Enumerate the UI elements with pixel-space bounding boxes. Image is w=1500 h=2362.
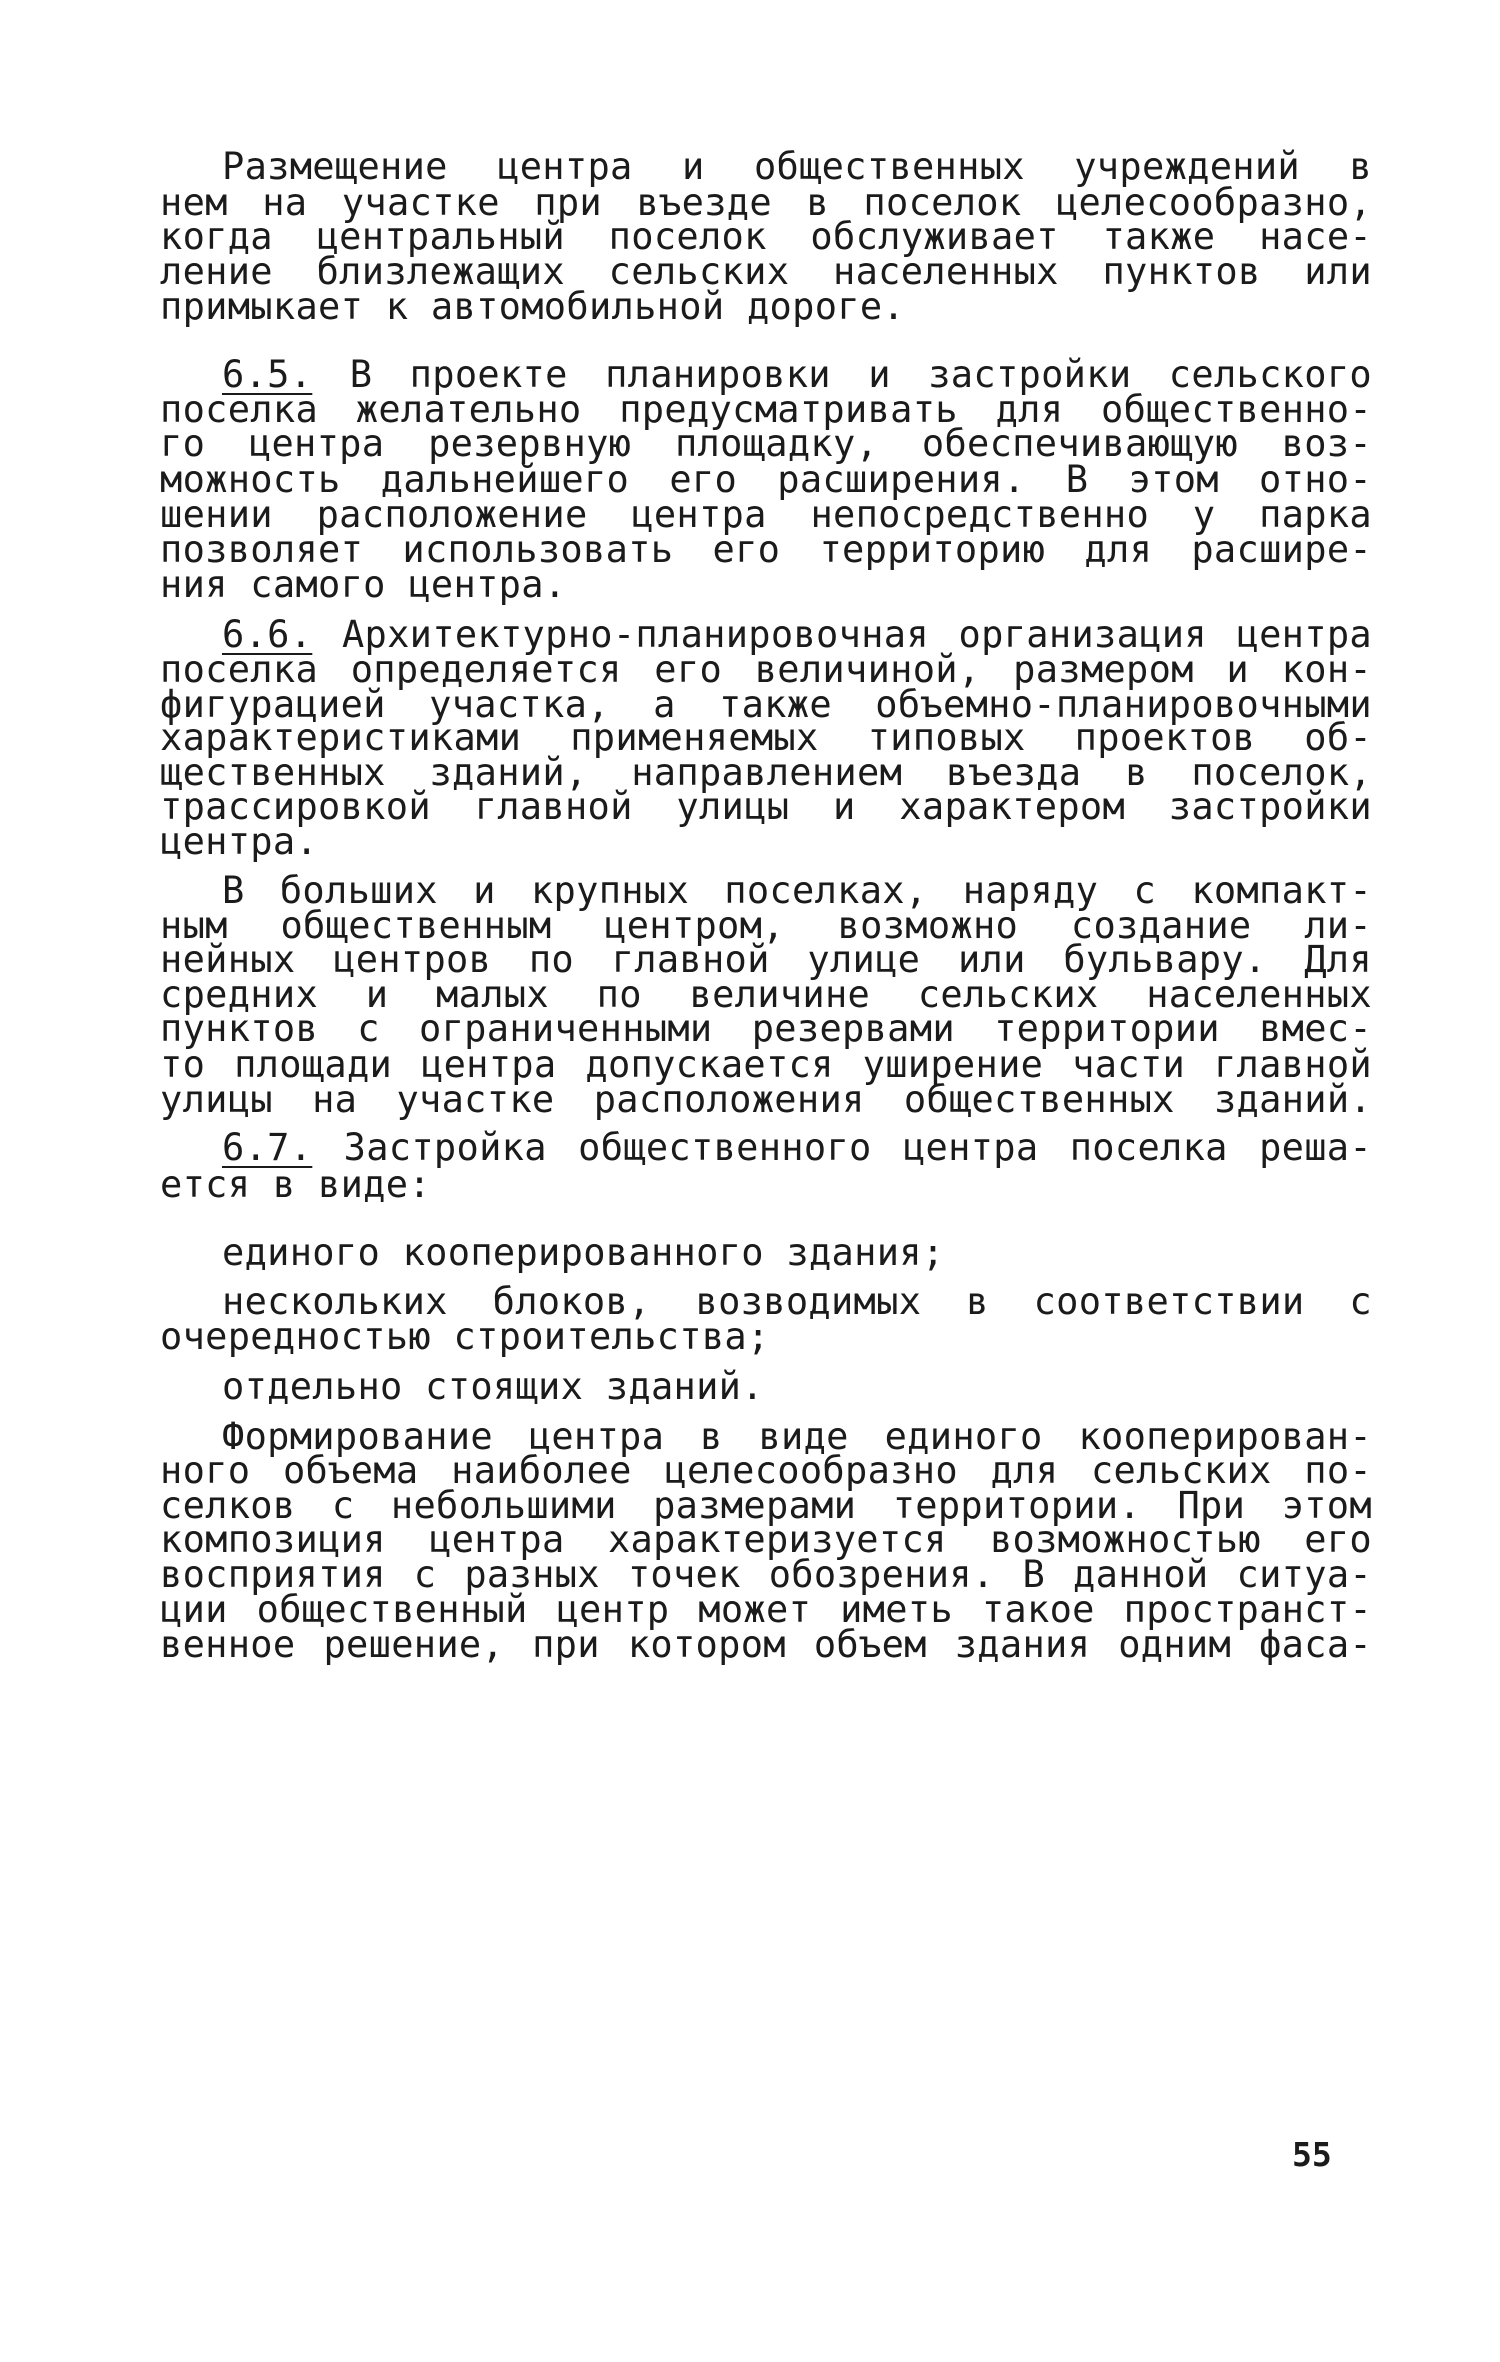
word: сельского	[1168, 353, 1372, 396]
word: в	[1349, 145, 1372, 188]
word: крупных	[530, 869, 690, 912]
word: его	[669, 458, 738, 501]
word: об-	[1304, 716, 1372, 759]
word: поселок	[863, 181, 1022, 224]
word: в	[806, 181, 829, 224]
word: а	[653, 683, 676, 726]
word: композиция	[160, 1518, 386, 1561]
word: предусматривать	[619, 388, 958, 431]
word: возможно	[837, 904, 1019, 947]
word: с	[331, 1484, 355, 1527]
text-line	[160, 1620, 1372, 1670]
word: то	[160, 1043, 206, 1086]
word: центром,	[604, 904, 785, 947]
word: планировки	[605, 353, 831, 396]
word: ли-	[1304, 904, 1372, 947]
word: площадку,	[674, 422, 879, 465]
word: резервами	[751, 1007, 955, 1050]
word: сельских	[608, 250, 790, 293]
word: объем	[813, 1623, 927, 1666]
word: учреждений	[1074, 145, 1300, 188]
word: въезде	[636, 181, 772, 224]
word: 6.6.	[222, 613, 313, 656]
word: блоков,	[492, 1280, 651, 1323]
word: ции	[160, 1588, 228, 1631]
word: для	[990, 1449, 1059, 1492]
word: В	[222, 869, 245, 912]
word: общественных	[753, 145, 1025, 188]
word: организация	[958, 613, 1207, 656]
word: компакт-	[1191, 869, 1372, 912]
word: венное	[160, 1623, 296, 1666]
word: объема	[282, 1449, 419, 1492]
word: общественным	[280, 904, 552, 947]
word: объемно-планировочными	[875, 683, 1372, 726]
word: может	[698, 1588, 812, 1631]
word: центра	[528, 1415, 665, 1458]
word: возможностью	[989, 1518, 1261, 1561]
word: поселок	[608, 215, 767, 258]
word: кон-	[1281, 648, 1372, 691]
word: проектов	[1074, 716, 1256, 759]
word: ного	[160, 1449, 251, 1492]
word: поселках,	[724, 869, 928, 912]
word: зданий.	[1213, 1078, 1372, 1121]
word: по	[528, 938, 574, 981]
word: ситуа-	[1236, 1553, 1372, 1596]
word: расположения	[593, 1078, 865, 1121]
word: пространст-	[1123, 1588, 1372, 1631]
word: размерами	[653, 1484, 857, 1527]
word: допускается	[585, 1043, 834, 1086]
word: его	[712, 528, 781, 571]
text-line: ния самого центра.	[160, 563, 567, 606]
word: При	[1177, 1484, 1246, 1527]
word: в	[966, 1280, 989, 1323]
word: центра	[902, 1126, 1039, 1169]
word: пунктов	[160, 1007, 319, 1050]
word: на	[312, 1078, 358, 1121]
word: с	[1133, 869, 1157, 912]
word: фигурацией	[160, 683, 386, 726]
word: поселка	[160, 388, 319, 431]
word: пунктов	[1102, 250, 1261, 293]
word: использовать	[402, 528, 674, 571]
word: центра	[1236, 613, 1372, 656]
word: в	[1125, 751, 1148, 794]
word: соответствии	[1033, 1280, 1305, 1323]
word: сельских	[917, 973, 1099, 1016]
word: обозрения.	[768, 1553, 995, 1596]
word: его	[1304, 1518, 1372, 1561]
word: населенных	[833, 250, 1059, 293]
word: 6.5.	[222, 353, 313, 396]
word: площади	[234, 1043, 393, 1086]
word: направлением	[631, 751, 903, 794]
word: кооперирован-	[1078, 1415, 1372, 1458]
word: такое	[981, 1588, 1095, 1631]
word: части	[1072, 1043, 1186, 1086]
word: расшире-	[1191, 528, 1372, 571]
word: с	[357, 1007, 380, 1050]
word: котором	[627, 1623, 786, 1666]
word: малых	[436, 973, 549, 1016]
word: улицы	[676, 785, 790, 828]
word: го	[160, 422, 206, 465]
word: целесообразно	[664, 1449, 958, 1492]
word: единого	[884, 1415, 1043, 1458]
word: общественный	[256, 1588, 528, 1631]
word: когда	[160, 215, 273, 258]
text-line: ется в виде:	[160, 1163, 431, 1206]
page-number: 55	[1292, 2135, 1332, 2174]
word: общественно-	[1101, 388, 1372, 431]
word: и	[868, 353, 891, 396]
word: характеризуется	[607, 1518, 947, 1561]
word: отно-	[1259, 458, 1372, 501]
word: применяемых	[570, 716, 819, 759]
word: центров	[333, 938, 492, 981]
word: центра	[497, 145, 633, 188]
word: селков	[160, 1484, 296, 1527]
word: поселка	[160, 648, 319, 691]
word: резервную	[428, 422, 632, 465]
text-line: единого кооперированного здания;	[222, 1231, 945, 1274]
word: поселка	[1069, 1126, 1228, 1169]
text-line	[160, 1075, 1372, 1125]
text-line: отдельно стоящих зданий.	[222, 1365, 764, 1408]
word: определяется	[350, 648, 622, 691]
word: Размещение	[222, 145, 448, 188]
word: при	[534, 181, 603, 224]
word: центра	[248, 422, 385, 465]
word: территории.	[892, 1484, 1142, 1527]
word: или	[957, 938, 1026, 981]
word: 6.7.	[222, 1126, 313, 1169]
text-line	[160, 782, 1372, 832]
word: у	[1192, 493, 1216, 536]
word: нескольких	[222, 1280, 448, 1323]
word: ление	[160, 250, 273, 293]
word: главной	[1213, 1043, 1372, 1086]
word: В	[349, 353, 373, 396]
text-line: центра.	[160, 820, 319, 863]
word: Для	[1304, 938, 1372, 981]
word: реша-	[1259, 1126, 1372, 1169]
word: возводимых	[695, 1280, 922, 1323]
word: характером	[899, 785, 1126, 828]
word: главной	[474, 785, 633, 828]
word: данной	[1073, 1553, 1209, 1596]
word: щественных	[160, 751, 386, 794]
word: обеспечивающую	[921, 422, 1238, 465]
word: здания	[954, 1623, 1091, 1666]
word: в	[700, 1415, 723, 1458]
word: наряду	[962, 869, 1099, 912]
word: больших	[279, 869, 438, 912]
word: при	[532, 1623, 600, 1666]
word: одним	[1118, 1623, 1232, 1666]
word: непосредственно	[810, 493, 1150, 536]
word: Формирование	[222, 1415, 493, 1458]
word: и	[681, 145, 705, 188]
word: величиной,	[754, 648, 981, 691]
word: В	[1022, 1553, 1046, 1596]
word: средних	[160, 973, 319, 1016]
word: трассировкой	[160, 785, 431, 828]
word: зданий,	[429, 751, 588, 794]
word: этом	[1128, 458, 1219, 501]
word: вмес-	[1259, 1007, 1372, 1050]
word: территории	[994, 1007, 1220, 1050]
word: фаса-	[1259, 1623, 1372, 1666]
word: улице	[807, 938, 921, 981]
word: застройки	[928, 353, 1132, 396]
word: восприятия	[160, 1553, 386, 1596]
word: на	[262, 181, 308, 224]
word: ограниченными	[419, 1007, 713, 1050]
word: центра	[421, 1043, 557, 1086]
word: нейных	[160, 938, 296, 981]
word: расположение	[316, 493, 588, 536]
word: бульвару.	[1063, 938, 1267, 981]
word: можность	[160, 458, 341, 501]
word: и	[833, 785, 856, 828]
word: разных	[464, 1553, 600, 1596]
word: также	[1102, 215, 1216, 258]
text-line: примыкает к автомобильной дороге.	[160, 285, 906, 328]
word: ным	[160, 904, 228, 947]
word: участка,	[429, 683, 610, 726]
word: его	[654, 648, 723, 691]
word: Застройка	[343, 1126, 547, 1169]
word: Архитектурно-планировочная	[341, 613, 929, 656]
word: парка	[1259, 493, 1372, 536]
word: общественного	[578, 1126, 872, 1169]
word: поселок,	[1191, 751, 1372, 794]
word: с	[1349, 1280, 1372, 1323]
word: застройки	[1168, 785, 1372, 828]
word: с	[413, 1553, 437, 1596]
word: уширение	[862, 1043, 1044, 1086]
word: характеристиками	[160, 716, 522, 759]
word: центр	[556, 1588, 670, 1631]
word: позволяет	[160, 528, 364, 571]
word: главной	[611, 938, 770, 981]
word: и	[365, 973, 389, 1016]
word: небольшими	[390, 1484, 617, 1527]
word: решение,	[323, 1623, 505, 1666]
word: населенных	[1146, 973, 1372, 1016]
text-line: очередностью строительства;	[160, 1315, 770, 1358]
word: участке	[396, 1078, 555, 1121]
word: этом	[1281, 1484, 1372, 1527]
word: для	[995, 388, 1064, 431]
word: иметь	[840, 1588, 953, 1631]
word: типовых	[867, 716, 1026, 759]
word: по	[596, 973, 642, 1016]
word: дальнейшего	[380, 458, 630, 501]
word: целесообразно,	[1055, 181, 1372, 224]
word: для	[1084, 528, 1153, 571]
word: центра	[631, 493, 767, 536]
word: В	[1065, 458, 1089, 501]
word: участке	[341, 181, 500, 224]
word: или	[1304, 250, 1372, 293]
word: расширения.	[777, 458, 1026, 501]
word: желательно	[355, 388, 582, 431]
word: создание	[1070, 904, 1252, 947]
word: наиболее	[451, 1449, 632, 1492]
word: и	[1226, 648, 1249, 691]
word: шении	[160, 493, 273, 536]
word: въезда	[945, 751, 1082, 794]
word: территорию	[819, 528, 1046, 571]
word: сельских	[1090, 1449, 1272, 1492]
word: по-	[1304, 1449, 1372, 1492]
word: центра	[429, 1518, 565, 1561]
word: нем	[160, 181, 228, 224]
word: насе-	[1259, 215, 1372, 258]
word: обслуживает	[810, 215, 1059, 258]
word: размером	[1013, 648, 1194, 691]
word: центральный	[316, 215, 565, 258]
word: точек	[627, 1553, 741, 1596]
word: близлежащих	[316, 250, 565, 293]
word: виде	[758, 1415, 849, 1458]
word: воз-	[1281, 422, 1372, 465]
word: также	[719, 683, 832, 726]
word: проекте	[409, 353, 568, 396]
word: величине	[689, 973, 871, 1016]
word: улицы	[160, 1078, 273, 1121]
word: и	[473, 869, 496, 912]
word: общественных	[903, 1078, 1175, 1121]
